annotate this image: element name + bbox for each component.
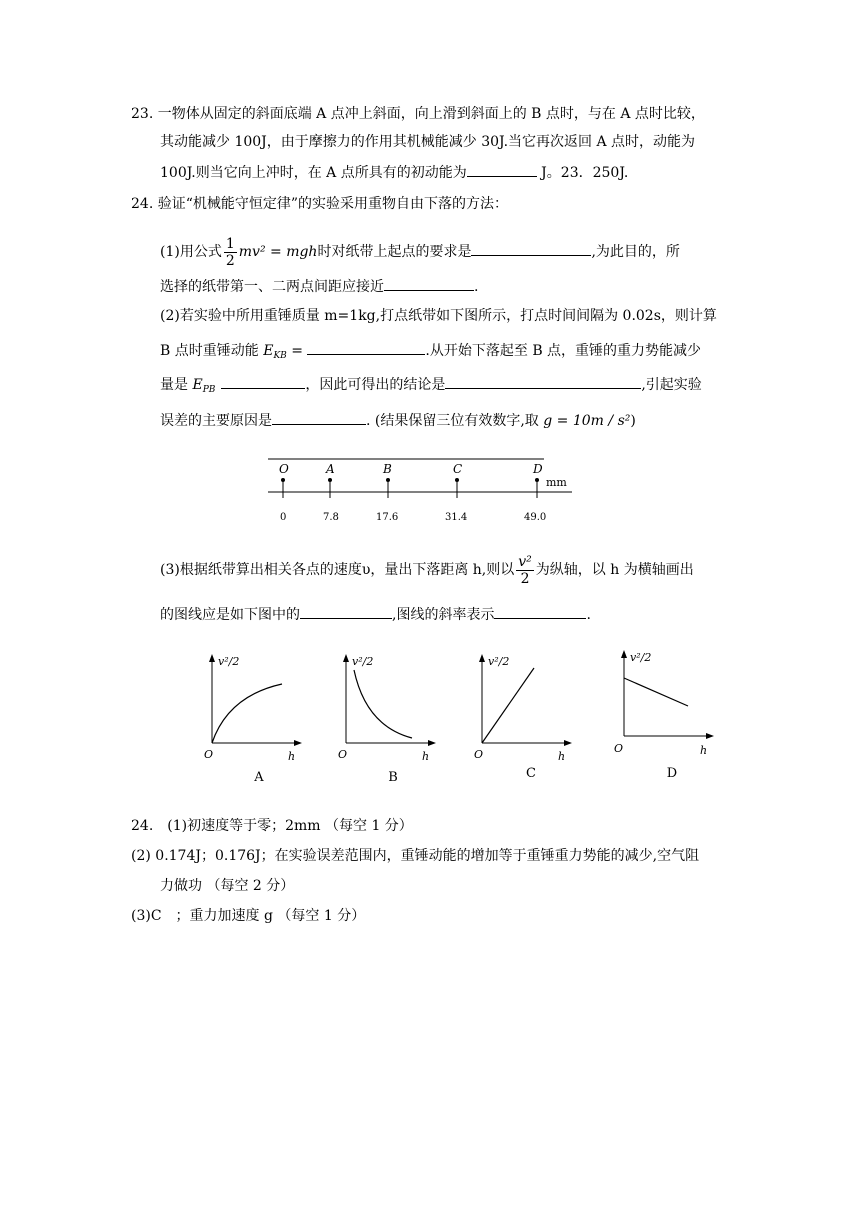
graph-y-arrow — [621, 650, 627, 658]
v2-half-fraction — [516, 554, 534, 587]
q24-part2-line3 — [160, 374, 702, 400]
graph-caption-d: D — [666, 766, 678, 781]
graph-x-arrow — [428, 740, 436, 746]
graph-origin: O — [614, 742, 624, 755]
graph-line-decreasing — [624, 678, 688, 706]
half-denominator: 2 — [225, 252, 235, 269]
part1-suffix: ,为此目的，所 — [591, 244, 680, 260]
q23-line3 — [160, 162, 628, 183]
answer-blank-error-cause[interactable] — [272, 410, 366, 425]
half-fraction — [224, 236, 237, 269]
tape-dot — [535, 478, 539, 482]
graph-option-a — [198, 648, 308, 766]
q23-line3-text: 100J.则当它向上冲时，在 A 点所具有的初动能为 — [160, 165, 467, 181]
graph-origin: O — [204, 748, 214, 761]
tape-unit: mm — [546, 476, 567, 489]
gravity-value: g = 10m / s² — [543, 413, 631, 429]
graph-curve-decreasing — [354, 670, 412, 738]
graph-x-label: h — [700, 744, 708, 757]
part2-line4-text: 误差的主要原因是 — [160, 413, 272, 429]
part1-mid: 时对纸带上起点的要求是 — [317, 244, 472, 260]
graph-x-label: h — [558, 750, 566, 763]
tape-dot — [328, 478, 332, 482]
answer-blank-initial-ke[interactable] — [467, 162, 537, 177]
tape-dot — [386, 478, 390, 482]
tape-point-value: 17.6 — [376, 512, 399, 523]
graph-caption-c: C — [526, 766, 536, 781]
part3-line2-text: 的图线应是如下图中的 — [160, 607, 300, 623]
tape-point-value: 31.4 — [445, 512, 468, 523]
graph-origin: O — [338, 748, 348, 761]
part2-line4-mid: . (结果保留三位有效数字,取 — [366, 413, 544, 429]
part2-line2-text: B 点时重锤动能 — [160, 343, 264, 359]
part3-line2-end: . — [586, 607, 591, 623]
v2-denominator: 2 — [520, 570, 530, 587]
v2-numerator: v² — [518, 553, 532, 570]
answer-part1: 24. (1)初速度等于零；2mm （每空 1 分） — [131, 818, 413, 834]
tape-point-value: 49.0 — [524, 512, 547, 523]
answer-blank-conclusion[interactable] — [445, 374, 641, 389]
epb-symbol: E — [192, 377, 203, 393]
part1-prefix: (1)用公式 — [160, 244, 222, 260]
graph-caption-a: A — [254, 770, 264, 785]
answer-blank-epb[interactable] — [221, 374, 305, 389]
tape-dot — [281, 478, 285, 482]
answer-part2-line1: (2) 0.174J；0.176J；在实验误差范围内，重锤动能的增加等于重锤重力势能的减少,空气阻 — [131, 848, 700, 864]
q24-part1-line1 — [160, 232, 680, 272]
part2-line2-rest: .从开始下落起至 B 点，重锤的重力势能减少 — [425, 343, 702, 359]
graph-option-d — [610, 644, 720, 762]
graph-y-label: v²/2 — [488, 655, 510, 668]
tape-point-label: B — [383, 462, 392, 476]
ekb-subscript: KB — [273, 351, 287, 361]
tape-point-label: D — [533, 462, 543, 476]
answer-blank-ekb[interactable] — [307, 340, 425, 355]
q24-part3-line2 — [160, 604, 591, 625]
q24-part1-line2 — [160, 276, 478, 297]
q24-title: 24. 验证“机械能守恒定律”的实验采用重物自由下落的方法： — [131, 196, 509, 212]
answer-blank-slope-meaning[interactable] — [494, 604, 586, 619]
energy-formula: mv² = mgh — [238, 244, 318, 260]
graph-caption-b: B — [388, 770, 398, 785]
part2-line3-text: 量是 — [160, 377, 193, 393]
tape-point-value: 7.8 — [323, 512, 339, 523]
graph-x-arrow — [564, 740, 572, 746]
graph-y-arrow — [209, 654, 215, 662]
part2-line4-end: ) — [630, 413, 636, 429]
graph-x-label: h — [288, 750, 296, 763]
graph-y-label: v²/2 — [218, 655, 240, 668]
graph-option-c — [468, 648, 578, 766]
answer-part3: (3)C ；重力加速度 g （每空 1 分） — [131, 908, 366, 924]
part3-suffix: 为纵轴，以 h 为横轴画出 — [535, 562, 694, 578]
ekb-equals: = — [286, 343, 308, 359]
tape-point-label: O — [279, 462, 289, 476]
q23-line1: 23. 一物体从固定的斜面底端 A 点冲上斜面，向上滑到斜面上的 B 点时，与在 A 点时比较， — [131, 106, 705, 122]
q23-line2: 其动能减少 100J，由于摩擦力的作用其机械能减少 30J.当它再次返回 A 点时，动能为 — [160, 134, 696, 150]
ekb-symbol: E — [263, 343, 274, 359]
tape-dot — [455, 478, 459, 482]
part1-line2-text: 选择的纸带第一、二两点间距应接近 — [160, 279, 384, 295]
graph-option-b — [332, 648, 442, 766]
part2-line3-mid: ，因此可得出的结论是 — [305, 377, 446, 393]
graph-y-label: v²/2 — [630, 651, 652, 664]
graph-origin: O — [474, 748, 484, 761]
graph-y-label: v²/2 — [352, 655, 374, 668]
q24-part3-line1 — [160, 548, 694, 592]
half-numerator: 1 — [225, 235, 235, 252]
answer-part2-line2: 力做功 （每空 2 分） — [160, 878, 295, 894]
answer-blank-graph-choice[interactable] — [300, 604, 392, 619]
part3-prefix: (3)根据纸带算出相关各点的速度υ，量出下落距离 h,则以 — [160, 562, 515, 578]
graph-x-arrow — [294, 740, 302, 746]
part1-line2-end: . — [474, 279, 479, 295]
q24-part2-line2 — [160, 340, 701, 366]
graph-y-arrow — [343, 654, 349, 662]
q24-part2-line1: (2)若实验中所用重锤质量 m=1kg,打点纸带如下图所示，打点时间间隔为 0.02s，则计算 — [160, 308, 717, 324]
q23-answer-note: J。23．250J. — [536, 165, 629, 181]
part3-line2-mid: ,图线的斜率表示 — [392, 607, 495, 623]
graph-x-arrow — [706, 733, 714, 739]
graph-y-arrow — [479, 654, 485, 662]
answer-blank-start-requirement[interactable] — [471, 241, 591, 256]
answer-blank-first-gap[interactable] — [384, 276, 474, 291]
tape-point-value: 0 — [280, 512, 287, 523]
q24-part2-line4 — [160, 410, 636, 431]
tape-point-label: A — [326, 462, 335, 476]
paper-tape-figure — [262, 455, 582, 527]
graph-x-label: h — [422, 750, 430, 763]
tape-point-label: C — [453, 462, 463, 476]
graph-curve-concave — [212, 684, 282, 743]
graph-line-through-origin — [482, 668, 534, 743]
epb-subscript: PB — [202, 385, 216, 395]
part2-line3-end: ,引起实验 — [641, 377, 702, 393]
